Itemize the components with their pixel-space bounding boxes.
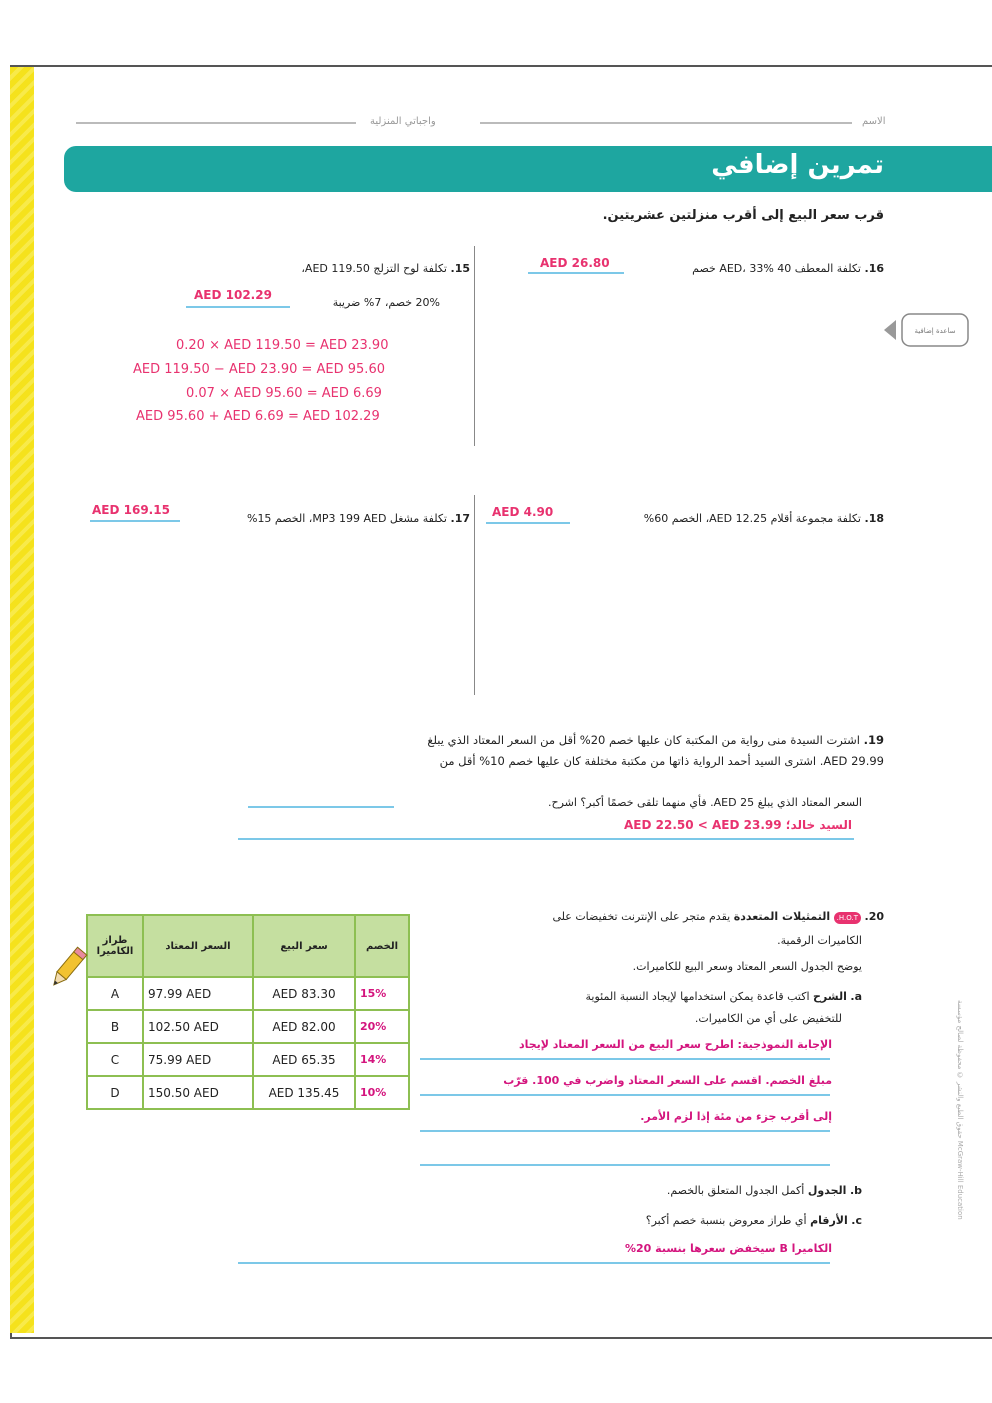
answer-line <box>420 1058 830 1060</box>
part-title: الجدول <box>807 1184 847 1197</box>
homework-label: واجباتي المنزلية <box>370 116 436 127</box>
column-divider <box>474 495 475 695</box>
hot-badge: H.O.T. <box>834 912 861 924</box>
question-line-2: 29.99 AED. اشترى السيد أحمد الرواية ذاتها من مكتبة مختلفة كان عليها خصم 10% أقل من <box>439 754 884 768</box>
homework-line <box>76 122 356 124</box>
question-intro-3: يوضح الجدول السعر المعتاد وسعر البيع للكاميرات. <box>632 960 862 973</box>
question-text: تكلفة مجموعة أقلام 12.25 AED، الخصم 60% <box>643 512 861 525</box>
answer-line <box>528 272 624 274</box>
table-header-row <box>87 915 409 977</box>
instruction: قرب سعر البيع إلى أقرب منزلتين عشريتين. <box>602 208 884 223</box>
header-sale-price: سعر البيع <box>253 915 355 977</box>
part-title: الشرح <box>813 990 847 1003</box>
column-divider <box>474 246 475 446</box>
camera-table <box>86 914 410 1110</box>
part-c <box>646 1214 862 1227</box>
answer-15: AED 102.29 <box>194 288 272 302</box>
answer-line <box>238 838 854 840</box>
page-frame <box>10 65 992 1339</box>
answer-line <box>420 1164 830 1166</box>
answer-18: AED 4.90 <box>492 505 554 519</box>
answer-line <box>420 1130 830 1132</box>
page-title: تمرين إضافي <box>711 150 884 180</box>
part-b <box>667 1184 862 1197</box>
table-row <box>87 1076 409 1109</box>
cell-discount: 10% <box>355 1076 409 1109</box>
callout-text: ساعدة إضافية <box>914 327 956 335</box>
header-model: طراز الكاميرا <box>87 915 143 977</box>
part-a-answer-3: إلى أقرب جزء من مئة إذا لزم الأمر. <box>640 1110 832 1123</box>
answer-line <box>420 1094 830 1096</box>
header-discount: الخصم <box>355 915 409 977</box>
answer-line <box>238 1262 830 1264</box>
work-line-3: 0.07 × AED 95.60 = AED 6.69 <box>186 386 382 401</box>
part-a <box>586 990 862 1003</box>
cell-sale-price: AED 65.35 <box>253 1043 355 1076</box>
question-intro: يقدم متجر على الإنترنت تخفيضات على <box>552 910 731 923</box>
answer-line <box>186 306 290 308</box>
question-number: 16. <box>864 262 884 275</box>
question-number: 15. <box>450 262 470 275</box>
question-15-detail: 20% خصم، 7% ضريبة <box>332 296 440 309</box>
answer-line <box>248 806 394 808</box>
question-text: تكلفة مشغل MP3 199 AED، الخصم 15% <box>246 512 447 525</box>
answer-16: AED 26.80 <box>540 256 610 270</box>
copyright-note: حقوق الطبع والنشر © محفوظة لصالح مؤسسة McGraw-Hill Education <box>956 1000 964 1220</box>
question-number: 17. <box>450 512 470 525</box>
cell-discount: 15% <box>355 977 409 1010</box>
part-a-answer-1: الإجابة النموذجية: اطرح سعر البيع من السعر المعتاد لإيجاد <box>518 1038 832 1051</box>
cell-regular-price: 97.99 AED <box>143 977 253 1010</box>
cell-model: A <box>87 977 143 1010</box>
question-text: تكلفة المعطف 40 AED، 33% خصم <box>692 262 861 275</box>
answer-line <box>486 522 570 524</box>
work-line-1: 0.20 × AED 119.50 = AED 23.90 <box>176 338 389 353</box>
cell-regular-price: 102.50 AED <box>143 1010 253 1043</box>
part-title: الأرقام <box>810 1214 848 1227</box>
question-20 <box>552 910 884 924</box>
question-18 <box>644 512 884 525</box>
cell-regular-price: 150.50 AED <box>143 1076 253 1109</box>
work-line-4: AED 95.60 + AED 6.69 = AED 102.29 <box>136 409 380 424</box>
question-number: 19. <box>863 733 884 747</box>
question-number: 20. <box>864 910 884 923</box>
answer-line <box>90 520 180 522</box>
answer-17: AED 169.15 <box>92 503 170 517</box>
part-text: اكتب قاعدة يمكن استخدامها لإيجاد النسبة المئوية <box>585 990 810 1003</box>
part-text: أي طراز معروض بنسبة خصم أكبر؟ <box>645 1214 807 1227</box>
yellow-side-stripe <box>10 67 34 1333</box>
question-19-line-3: السعر المعتاد الذي يبلغ 25 AED. فأي منهما تلقى خصمًا أكبر؟ اشرح. <box>548 796 862 809</box>
cell-sale-price: AED 135.45 <box>253 1076 355 1109</box>
question-text: تكلفة لوح التزلج 119.50 AED، <box>301 262 447 275</box>
name-line <box>480 122 852 124</box>
cell-discount: 14% <box>355 1043 409 1076</box>
part-label: c. <box>851 1214 862 1227</box>
pencil-icon <box>44 944 92 992</box>
question-intro-2: الكاميرات الرقمية. <box>777 934 862 947</box>
question-17 <box>247 512 470 525</box>
cell-sale-price: AED 82.00 <box>253 1010 355 1043</box>
header-regular-price: السعر المعتاد <box>143 915 253 977</box>
question-19 <box>234 730 884 772</box>
cell-model: D <box>87 1076 143 1109</box>
cell-sale-price: AED 83.30 <box>253 977 355 1010</box>
part-a-answer-2: مبلغ الخصم. اقسم على السعر المعتاد واضرب في 100. قرّب <box>503 1074 832 1087</box>
table-row <box>87 1043 409 1076</box>
part-c-answer: الكاميرا B سيخفض سعرها بنسبة 20% <box>625 1242 832 1255</box>
cell-regular-price: 75.99 AED <box>143 1043 253 1076</box>
question-number: 18. <box>864 512 884 525</box>
help-callout-icon[interactable] <box>882 308 972 352</box>
question-15 <box>301 262 470 275</box>
table-row <box>87 1010 409 1043</box>
answer-19: السيد خالد؛ AED 22.50 < AED 23.99 <box>624 818 852 832</box>
question-line-1: اشترت السيدة منى رواية من المكتبة كان عليها خصم 20% أقل من السعر المعتاد الذي يبلغ <box>427 733 860 747</box>
question-title: التمثيلات المتعددة <box>733 910 831 923</box>
part-label: a. <box>850 990 862 1003</box>
table-row <box>87 977 409 1010</box>
part-a-text-2: للتخفيض على أي من الكاميرات. <box>694 1012 842 1025</box>
work-line-2: AED 119.50 − AED 23.90 = AED 95.60 <box>133 362 385 377</box>
name-label: الاسم <box>862 116 886 127</box>
part-label: b. <box>849 1184 862 1197</box>
cell-model: B <box>87 1010 143 1043</box>
question-16 <box>692 262 884 275</box>
part-text: أكمل الجدول المتعلق بالخصم. <box>666 1184 805 1197</box>
cell-discount: 20% <box>355 1010 409 1043</box>
cell-model: C <box>87 1043 143 1076</box>
